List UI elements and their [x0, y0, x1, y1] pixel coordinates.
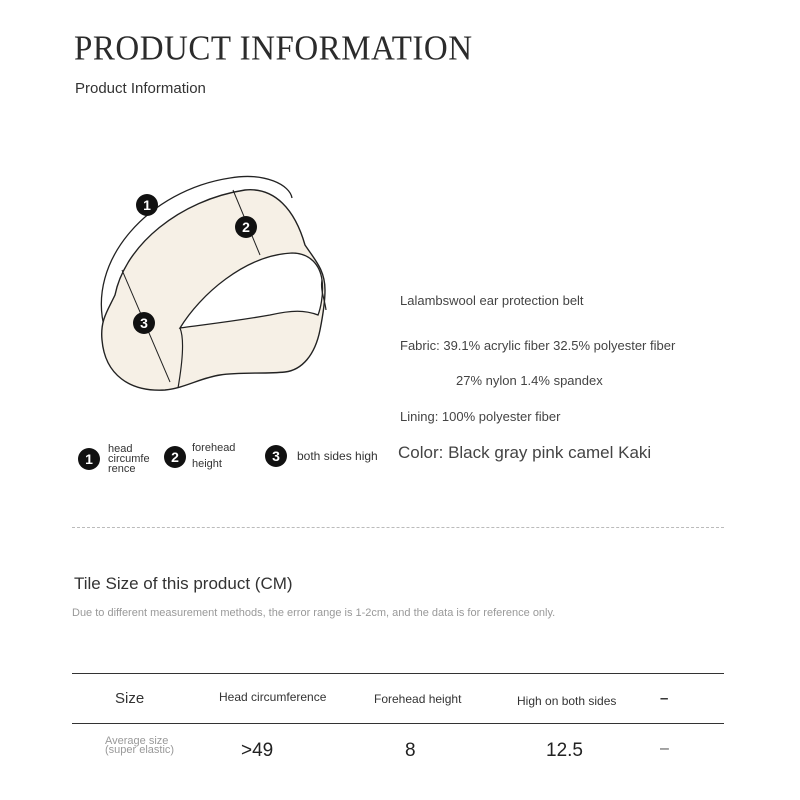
legend-label: both sides high: [297, 449, 378, 463]
svg-text:1: 1: [143, 197, 151, 213]
row-label-line: Average size: [105, 735, 169, 747]
row-label: [105, 737, 174, 755]
legend-label: height: [192, 458, 222, 470]
diagram-badge-1: [136, 194, 158, 216]
headband-diagram: [70, 150, 360, 410]
value-head-circumference: >49: [241, 740, 274, 761]
legend-badge-1: 1: [78, 448, 100, 470]
header-extra: –: [660, 690, 669, 707]
diagram-badge-3: [133, 312, 155, 334]
legend-item-both-sides-high: [265, 445, 378, 467]
legend-label: rence: [108, 463, 136, 475]
table-top-border: [72, 673, 724, 674]
value-forehead-height: 8: [405, 740, 416, 761]
legend-label: head: [108, 443, 133, 455]
svg-text:2: 2: [242, 219, 250, 235]
legend-item-head-circumference: [78, 444, 150, 474]
color-info: Color: Black gray pink camel Kaki: [398, 443, 652, 462]
header-head-circumference: Head circumference: [219, 690, 327, 704]
measurement-note: Due to different measurement methods, the error range is 1-2cm, and the data is for reference only.: [72, 607, 556, 619]
legend-badge-2: 2: [164, 446, 186, 468]
lining-info: Lining: 100% polyester fiber: [400, 409, 561, 424]
page-subtitle: Product Information: [75, 80, 206, 97]
fabric-info: Fabric: 39.1% acrylic fiber 32.5% polyester fiber: [400, 338, 676, 353]
legend-label: forehead: [192, 442, 236, 454]
section-divider: [72, 527, 724, 528]
table-row-border: [72, 723, 724, 724]
fabric-info-continued: 27% nylon 1.4% spandex: [456, 373, 603, 388]
product-name: Lalambswool ear protection belt: [400, 293, 584, 308]
legend-badge-3: 3: [265, 445, 287, 467]
legend-label: circumfe: [108, 453, 150, 465]
svg-text:3: 3: [140, 315, 148, 331]
header-forehead-height: Forehead height: [374, 692, 462, 706]
size-section-title: Tile Size of this product (CM): [74, 574, 293, 593]
diagram-badge-2: [235, 216, 257, 238]
header-high-both-sides: High on both sides: [517, 694, 617, 708]
header-size: Size: [115, 690, 145, 707]
page-title: PRODUCT INFORMATION: [74, 30, 473, 68]
row-label-line: (super elastic): [105, 744, 175, 756]
value-high-both-sides: 12.5: [546, 740, 583, 761]
legend-item-forehead-height: [164, 441, 235, 473]
value-extra: –: [660, 740, 669, 757]
